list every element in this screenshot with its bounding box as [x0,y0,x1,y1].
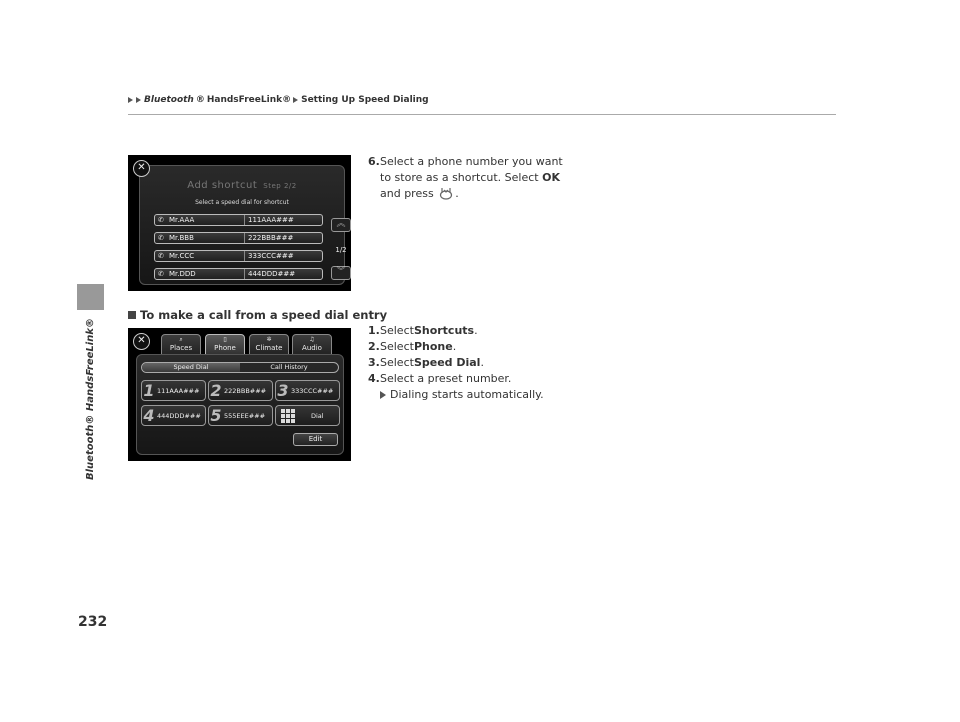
dial-button[interactable]: Dial [275,405,340,426]
segment-speed-dial[interactable]: Speed Dial [142,363,240,372]
tab-places[interactable]: ⌕ Places [161,334,201,356]
call-steps [368,323,608,403]
breadcrumb-reg-mark: ® [195,95,205,105]
tab-audio[interactable]: ♫ Audio [292,334,332,356]
climate-icon: ✲ [266,336,272,343]
segment-call-history[interactable]: Call History [270,363,308,371]
phone-speed-dial-screen [128,328,351,461]
section-heading: To make a call from a speed dial entry [128,308,387,322]
phone-icon: ✆ [158,216,164,224]
phone-icon: ✆ [158,234,164,242]
speed-dial-preset[interactable]: 3 333CCC### [275,380,340,401]
step-result: Dialing starts automatically. [368,387,608,403]
page-indicator: 1/2 [335,246,347,254]
result-arrow-icon [380,391,386,399]
add-shortcut-subtitle: Select a speed dial for shortcut [195,199,289,206]
keypad-icon [281,409,295,423]
scroll-up-button[interactable]: ︽ [331,218,351,232]
edit-button[interactable]: Edit [293,433,338,446]
speed-dial-preset[interactable]: 5 555EEE### [208,405,273,426]
breadcrumb-section: Setting Up Speed Dialing [301,95,429,105]
phone-icon: ✆ [158,252,164,260]
speed-dial-preset[interactable]: 1 111AAA### [141,380,206,401]
speed-dial-toggle [141,362,339,373]
contact-row[interactable] [154,250,323,262]
breadcrumb [128,95,429,105]
contact-name: Mr.BBB [169,234,194,242]
contact-name: Mr.CCC [169,252,195,260]
step-1: 1. Select Shortcuts . [368,324,478,337]
contact-row[interactable] [154,268,323,280]
tab-phone[interactable]: ▯ Phone [205,334,245,356]
contact-number: 222BBB### [244,233,293,243]
breadcrumb-arrow-icon [136,97,141,103]
phone-icon: ✆ [158,270,164,278]
step-3: 3. Select Speed Dial . [368,356,484,369]
header-divider [128,114,836,115]
chapter-tab [77,284,104,310]
step-4: 4. Select a preset number. [368,372,512,385]
places-icon: ⌕ [179,336,183,343]
contact-row[interactable] [154,232,323,244]
close-button[interactable]: ✕ [133,160,150,177]
breadcrumb-bluetooth: Bluetooth [144,95,194,105]
add-shortcut-panel [139,165,345,285]
page-number: 232 [78,614,108,630]
speed-dial-preset[interactable]: 4 444DDD### [141,405,206,426]
contact-name: Mr.DDD [169,270,196,278]
contact-number: 111AAA### [244,215,294,225]
contact-row[interactable] [154,214,323,226]
audio-icon: ♫ [309,336,315,343]
phone-icon: ▯ [223,336,227,343]
tab-climate[interactable]: ✲ Climate [249,334,289,356]
add-shortcut-title: Add shortcut Step 2/2 [187,180,297,191]
add-shortcut-screen [128,155,351,291]
chapter-side-label: Bluetooth® HandsFreeLink® [85,318,96,480]
breadcrumb-arrow-icon [128,97,133,103]
interface-dial-press-icon [439,187,453,200]
breadcrumb-handsfreelink: HandsFreeLink® [206,95,292,105]
contact-number: 333CCC### [244,251,294,261]
close-button[interactable]: ✕ [133,333,150,350]
contact-name: Mr.AAA [169,216,195,224]
scroll-down-button[interactable]: ︾ [331,266,351,280]
contact-number: 444DDD### [244,269,295,279]
section-bullet-icon [128,311,136,319]
speed-dial-preset[interactable]: 2 222BBB### [208,380,273,401]
breadcrumb-arrow-icon [293,97,298,103]
step-2: 2. Select Phone . [368,340,457,353]
ok-label: OK [542,171,560,184]
step-6: 6. Select a phone number you want to store as a shortcut. Select OK and press . [368,155,563,200]
